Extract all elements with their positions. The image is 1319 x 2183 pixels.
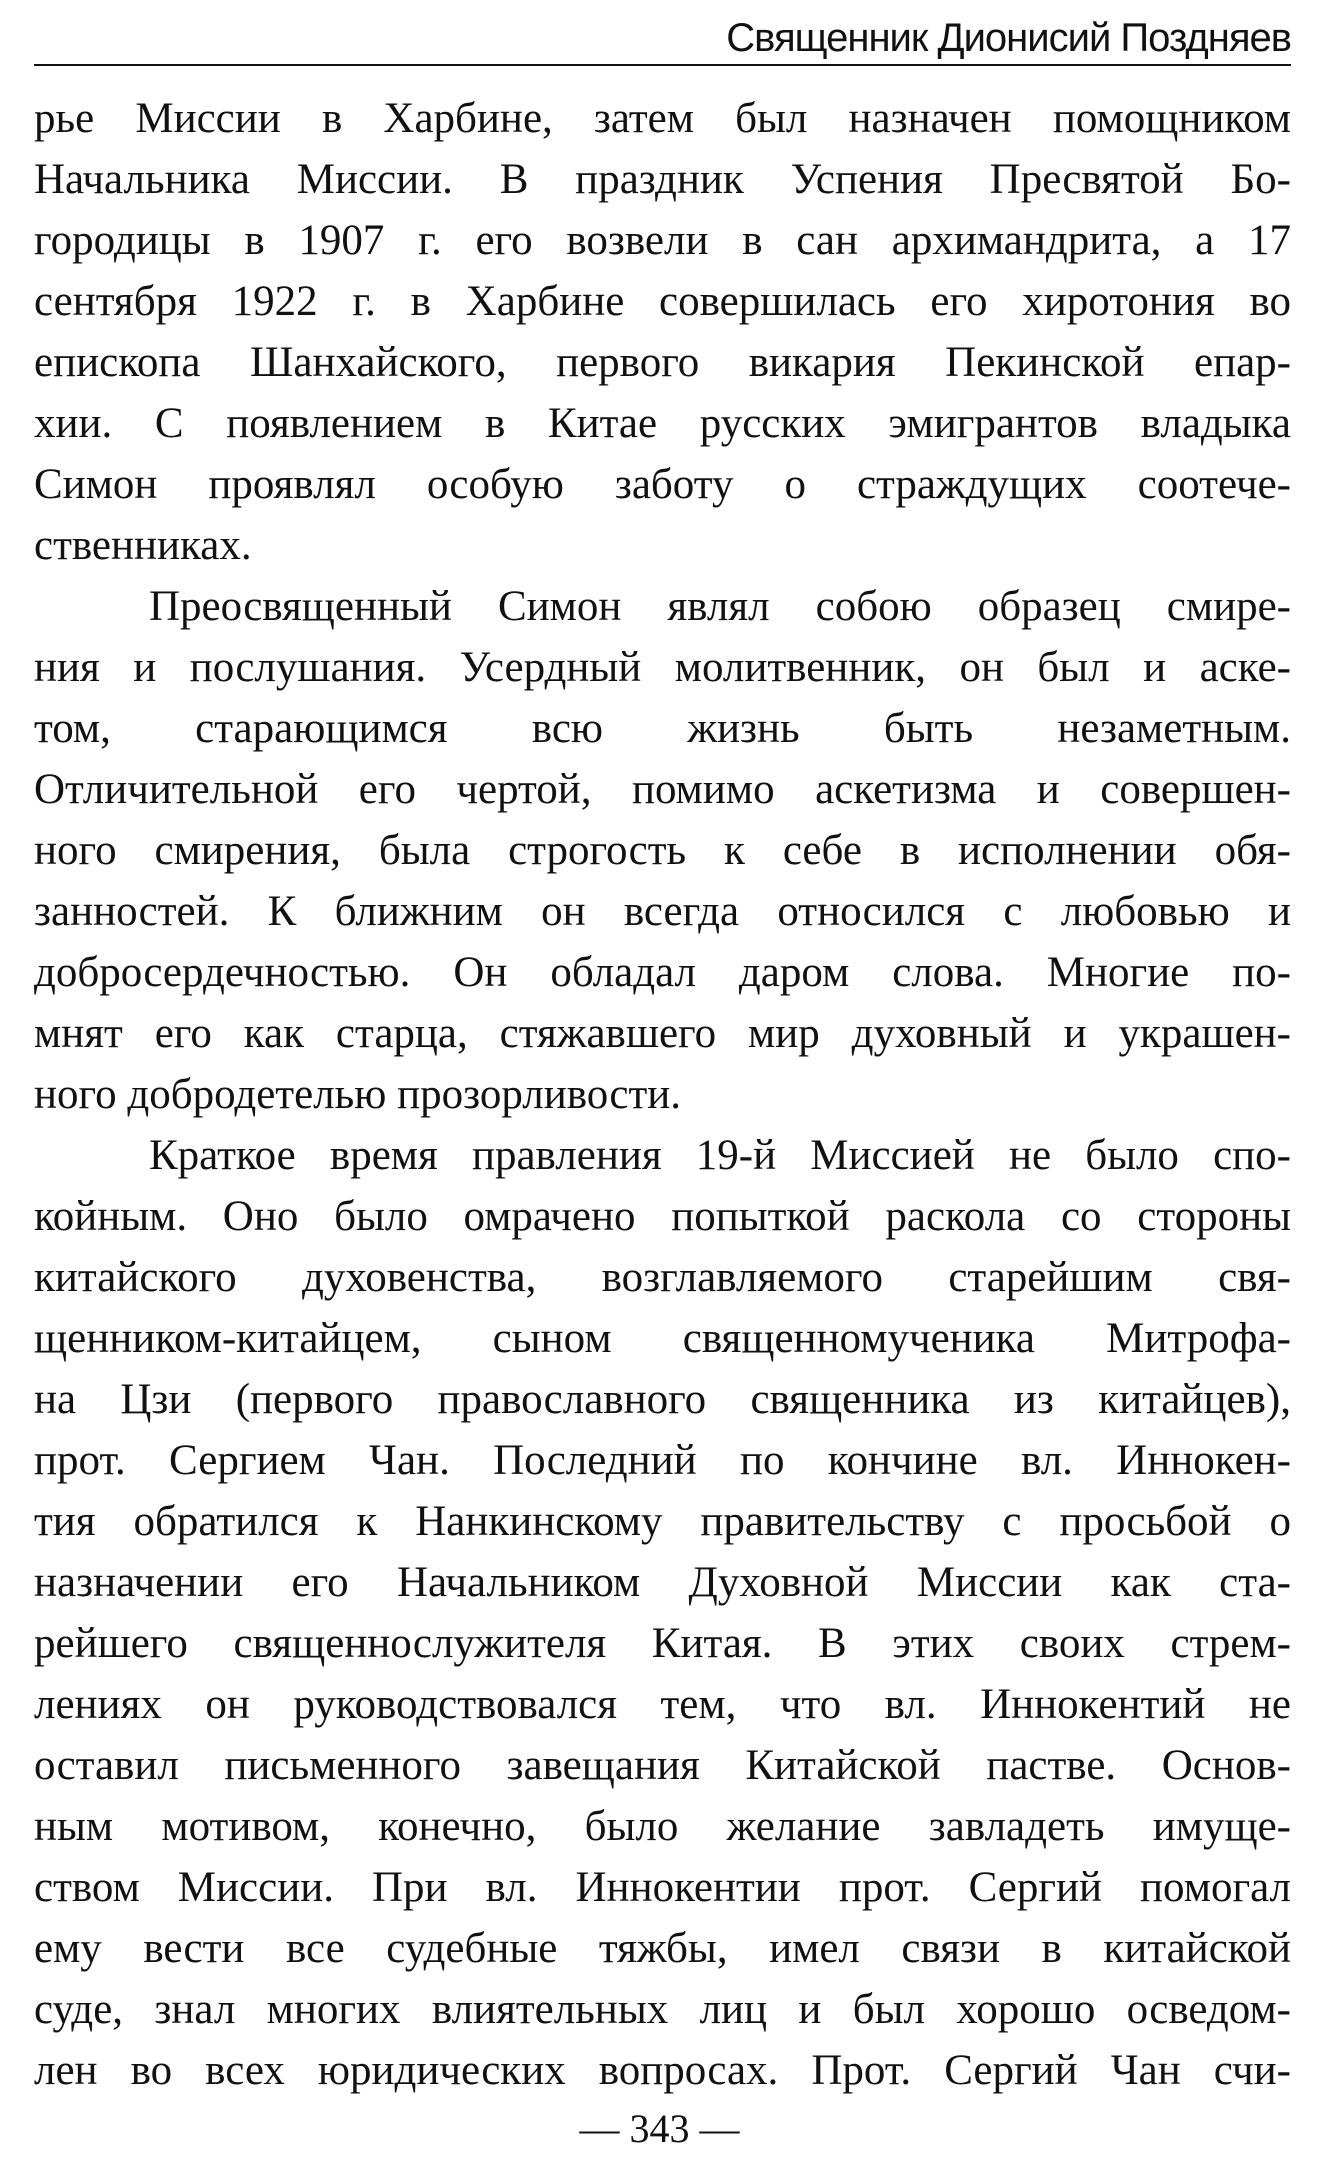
body-text xyxy=(34,88,1291,2101)
text-line: том, старающимся всю жизнь быть незаметным. xyxy=(34,705,1291,752)
paragraph xyxy=(34,88,1291,576)
text-line: Симон проявлял особую заботу о страждущих соотече- xyxy=(34,461,1291,508)
text-line: лениях он руководствовался тем, что вл. Иннокентий не xyxy=(34,1681,1291,1728)
text-line: ния и послушания. Усердный молитвенник, он был и аске- xyxy=(34,644,1291,691)
running-head: Священник Дионисий Поздняев xyxy=(34,14,1291,66)
text-line: хии. С появлением в Китае русских эмигрантов владыка xyxy=(34,400,1291,447)
paragraph xyxy=(34,576,1291,1125)
text-line: щенником-китайцем, сыном священномученика Митрофа- xyxy=(34,1315,1291,1362)
text-line: лен во всех юридических вопросах. Прот. Сергий Чан счи- xyxy=(34,2047,1291,2094)
text-line: ного добродетелью прозорливости. xyxy=(34,1071,681,1118)
text-line: Начальника Миссии. В праздник Успения Пресвятой Бо- xyxy=(34,156,1291,203)
text-line: добросердечностью. Он обладал даром слова. Многие по- xyxy=(34,949,1291,996)
text-line: епископа Шанхайского, первого викария Пекинской епар- xyxy=(34,339,1291,386)
text-line: мнят его как старца, стяжавшего мир духовный и украшен- xyxy=(34,1010,1291,1057)
text-line: Преосвященный Симон являл собою образец смире- xyxy=(149,583,1291,630)
text-line: прот. Сергием Чан. Последний по кончине вл. Иннокен- xyxy=(34,1437,1291,1484)
text-line: ным мотивом, конечно, было желание завладеть имуще- xyxy=(34,1803,1291,1850)
text-line: ему вести все судебные тяжбы, имел связи в китайской xyxy=(34,1925,1291,1972)
text-line: Отличительной его чертой, помимо аскетизма и совершен- xyxy=(34,766,1291,813)
text-line: тия обратился к Нанкинскому правительству с просьбой о xyxy=(34,1498,1291,1545)
text-line: китайского духовенства, возглавляемого старейшим свя- xyxy=(34,1254,1291,1301)
text-line: рье Миссии в Харбине, затем был назначен помощником xyxy=(34,95,1291,142)
text-line: Краткое время правления 19-й Миссией не было спо- xyxy=(149,1132,1291,1179)
text-line: ством Миссии. При вл. Иннокентии прот. Сергий помогал xyxy=(34,1864,1291,1911)
text-line: оставил письменного завещания Китайской пастве. Основ- xyxy=(34,1742,1291,1789)
text-line: рейшего священнослужителя Китая. В этих своих стрем- xyxy=(34,1620,1291,1667)
text-line: ного смирения, была строгость к себе в исполнении обя- xyxy=(34,827,1291,874)
text-line: на Цзи (первого православного священника из китайцев), xyxy=(34,1376,1291,1423)
text-line: суде, знал многих влиятельных лиц и был хорошо осведом- xyxy=(34,1986,1291,2033)
paragraph xyxy=(34,1125,1291,2101)
text-line: занностей. К ближним он всегда относился с любовью и xyxy=(34,888,1291,935)
text-line: городицы в 1907 г. его возвели в сан архимандрита, а 17 xyxy=(34,217,1291,264)
text-line: ственниках. xyxy=(34,522,252,569)
text-line: сентября 1922 г. в Харбине совершилась его хиротония во xyxy=(34,278,1291,325)
text-line: назначении его Начальником Духовной Миссии как ста- xyxy=(34,1559,1291,1606)
text-line: койным. Оно было омрачено попыткой раскола со стороны xyxy=(34,1193,1291,1240)
page-number: — 343 — xyxy=(579,2106,740,2151)
